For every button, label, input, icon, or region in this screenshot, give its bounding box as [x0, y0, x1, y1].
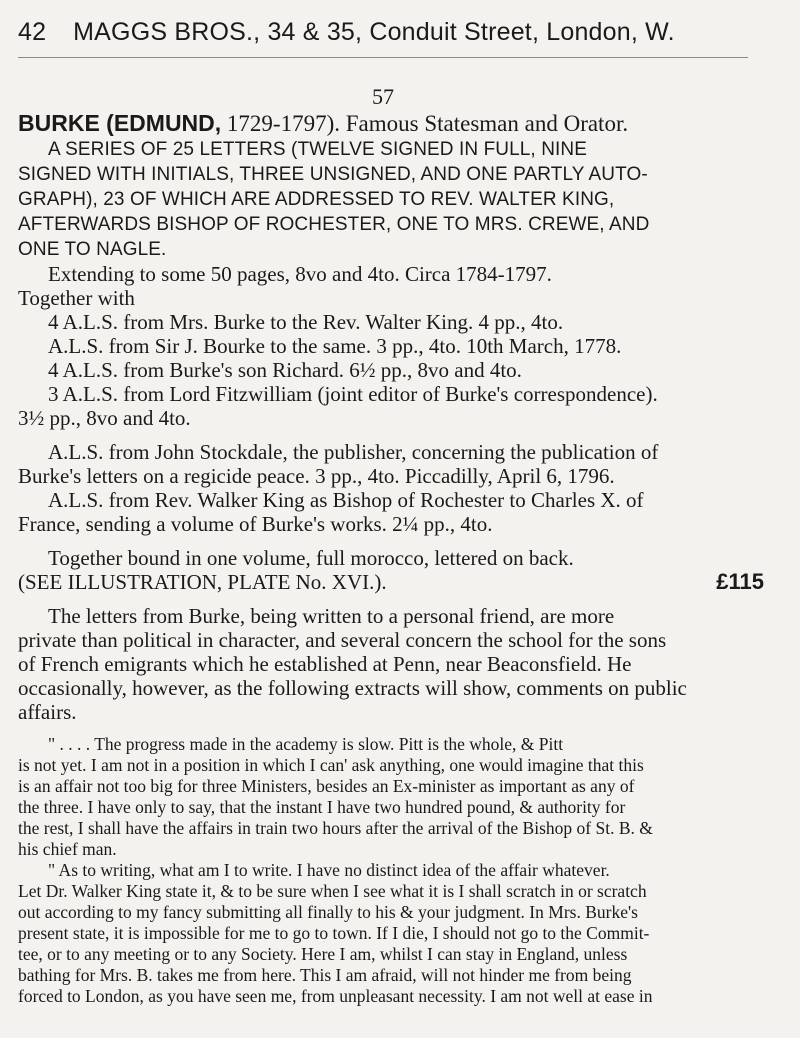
description-line: of French emigrants which he established at Penn, near Beaconsfield. He [18, 652, 632, 676]
king-line: A.L.S. from Rev. Walker King as Bishop of Rochester to Charles X. of [48, 488, 644, 512]
caps-line: GRAPH), 23 OF WHICH ARE ADDRESSED TO REV. WALTER KING, [18, 189, 615, 210]
lot-number: 57 [372, 84, 394, 109]
caps-line: SIGNED WITH INITIALS, THREE UNSIGNED, AND ONE PARTLY AUTO- [18, 164, 648, 185]
item-line: A.L.S. from Sir J. Bourke to the same. 3 pp., 4to. 10th March, 1778. [48, 334, 622, 358]
extent-line: Extending to some 50 pages, 8vo and 4to. Circa 1784-1797. [48, 262, 552, 286]
extent-line: Together with [18, 286, 135, 310]
item-line: 3 A.L.S. from Lord Fitzwilliam (joint editor of Burke's correspondence). [48, 382, 658, 406]
quote-line: Let Dr. Walker King state it, & to be sure when I see what it is I shall scratch in or scratch [18, 881, 647, 901]
quote-line: out according to my fancy submitting all finally to his & your judgment. In Mrs. Burke's [18, 902, 638, 922]
description-line: The letters from Burke, being written to a personal friend, are more [48, 604, 615, 628]
entry-title-rest: 1729-1797). Famous Statesman and Orator. [226, 111, 629, 136]
page-header [18, 18, 748, 58]
quote-line: his chief man. [18, 839, 117, 859]
caps-line: ONE TO NAGLE. [18, 239, 167, 260]
description-line: private than political in character, and several concern the school for the sons [18, 628, 667, 652]
price: £115 [716, 570, 764, 594]
catalogue-entry [18, 110, 782, 1007]
quote-line: " As to writing, what am I to write. I have no distinct idea of the affair whatever. [48, 860, 610, 880]
quote-line: bathing for Mrs. B. takes me from here. This I am afraid, will not hinder me from being [18, 965, 632, 985]
quote-line: tee, or to any meeting or to any Society. Here I am, whilst I can stay in England, unless [18, 944, 628, 964]
caps-line: A SERIES OF 25 LETTERS (TWELVE SIGNED IN FULL, NINE [48, 139, 587, 160]
header-rule [18, 57, 748, 58]
item-line: 4 A.L.S. from Burke's son Richard. 6½ pp., 8vo and 4to. [48, 358, 522, 382]
illustration-reference: (SEE ILLUSTRATION, PLATE No. XVI.). [18, 570, 387, 594]
stockdale-line: Burke's letters on a regicide peace. 3 pp., 4to. Piccadilly, April 6, 1796. [18, 464, 615, 488]
item-line: 3½ pp., 8vo and 4to. [18, 406, 191, 430]
illustration-price-line [18, 570, 782, 594]
quote-line: forced to London, as you have seen me, from unpleasant necessity. I am not well at ease in [18, 986, 653, 1006]
king-line: France, sending a volume of Burke's works. 2¼ pp., 4to. [18, 512, 493, 536]
quote-line: the rest, I shall have the affairs in train two hours after the arrival of the Bishop of St. B. & [18, 818, 653, 838]
binding-note: Together bound in one volume, full morocco, lettered on back. [48, 546, 574, 570]
caps-line: AFTERWARDS BISHOP OF ROCHESTER, ONE TO MRS. CREWE, AND [18, 214, 650, 235]
entry-title [18, 110, 782, 137]
entry-author: BURKE (EDMUND, [18, 110, 222, 136]
quote-line: the three. I have only to say, that the instant I have two hundred pound, & authority for [18, 797, 626, 817]
publisher-line: MAGGS BROS., 34 & 35, Conduit Street, London, W. [73, 18, 675, 46]
quote-line: " . . . . The progress made in the academy is slow. Pitt is the whole, & Pitt [48, 734, 564, 754]
page-number: 42 [18, 18, 47, 46]
description-line: occasionally, however, as the following extracts will show, comments on public [18, 676, 687, 700]
quote-line: present state, it is impossible for me to go to town. If I die, I should not go to the Commit- [18, 923, 650, 943]
description-line: affairs. [18, 700, 77, 724]
stockdale-line: A.L.S. from John Stockdale, the publisher, concerning the publication of [48, 440, 659, 464]
quote-line: is an affair not too big for three Ministers, besides an Ex-minister as important as any of [18, 776, 635, 796]
quote-line: is not yet. I am not in a position in which I can' ask anything, one would imagine that this [18, 755, 644, 775]
item-line: 4 A.L.S. from Mrs. Burke to the Rev. Walter King. 4 pp., 4to. [48, 310, 564, 334]
